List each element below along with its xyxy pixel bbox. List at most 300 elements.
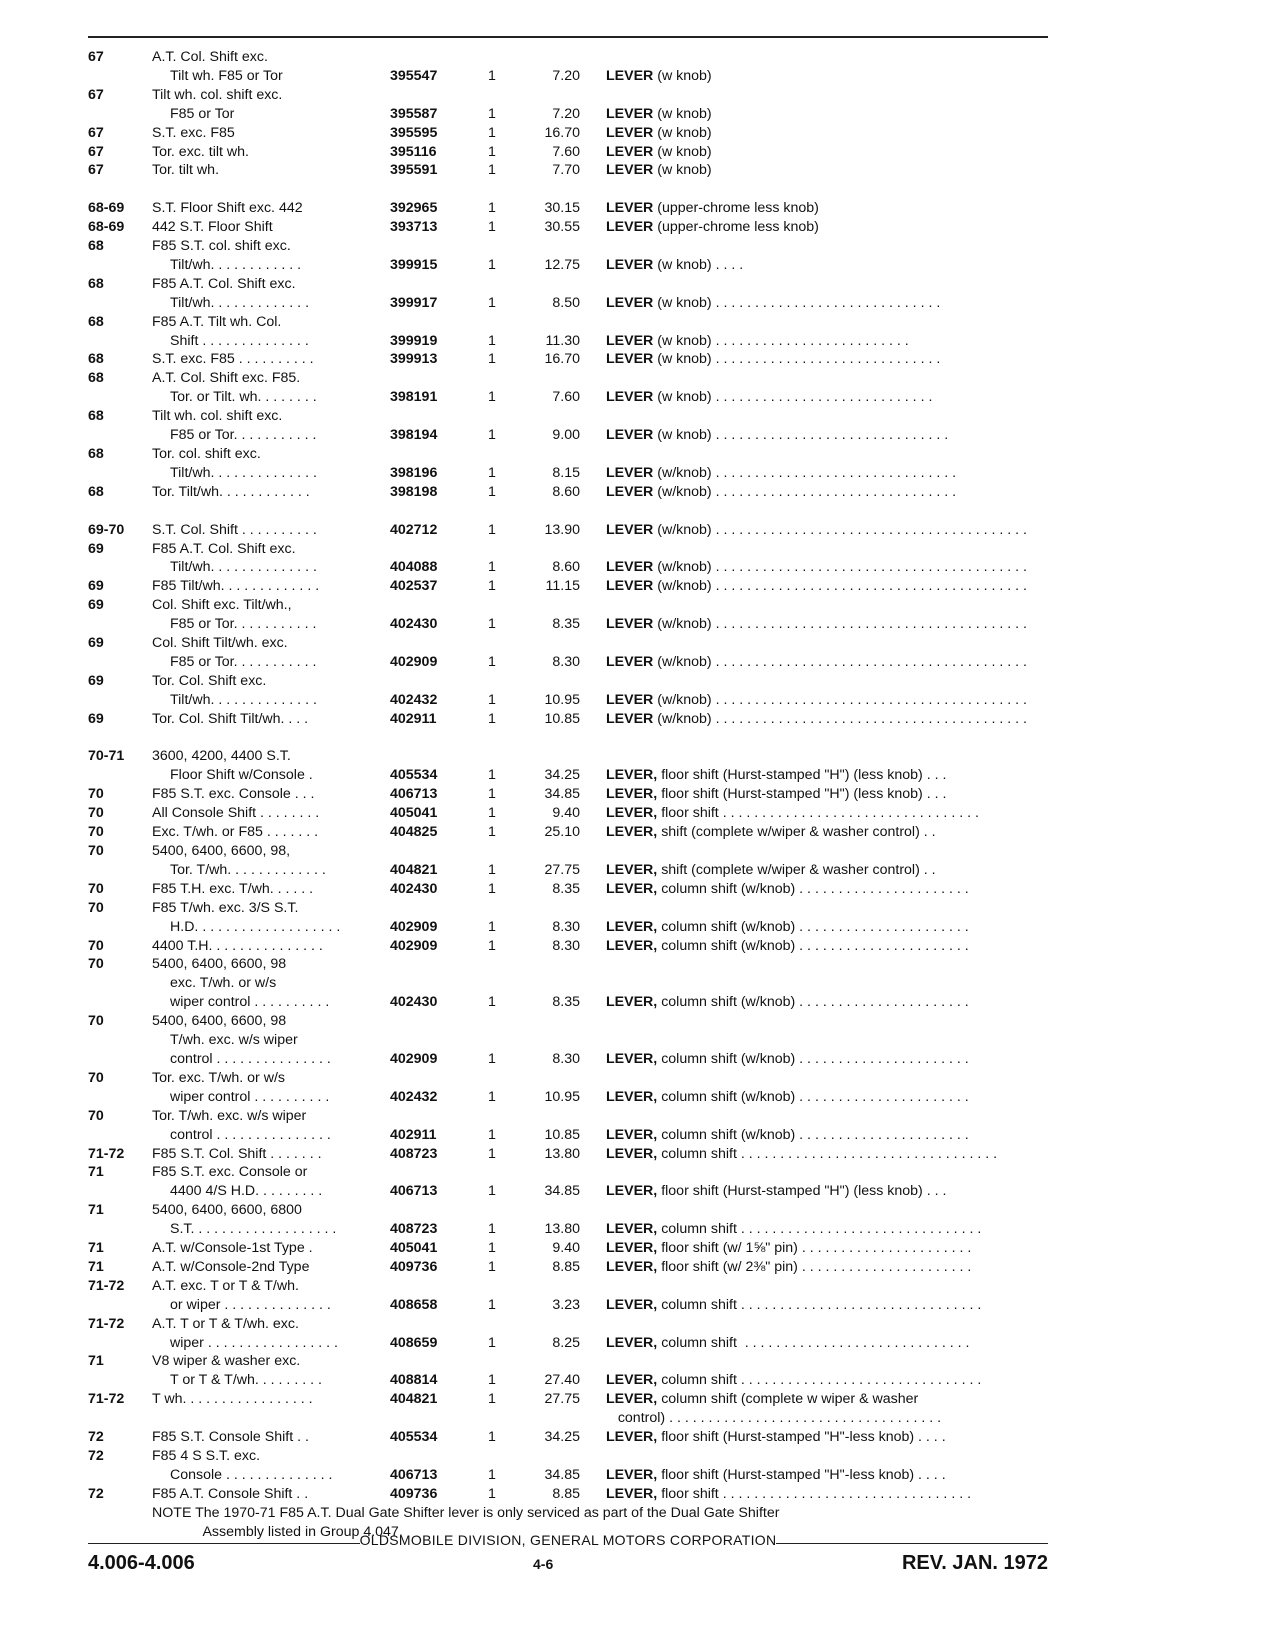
part-name [606,1390,1048,1409]
part-name [606,67,1048,86]
application-description: Tor. T/wh. exc. w/s wiper [152,1107,307,1124]
application-description: H.D. . . . . . . . . . . . . . . . . . . [170,918,341,935]
quantity: 1 [488,200,496,217]
quantity: 1 [488,710,496,727]
table-row [88,1258,1048,1277]
model-year: 70 [88,786,104,803]
part-number: 405534 [390,1429,438,1446]
part-keyword: LEVER, [606,767,658,784]
application-description: Tilt/wh. . . . . . . . . . . . . [170,294,310,311]
part-detail: floor shift (Hurst-stamped "H") (less knob) . . . [657,786,947,803]
quantity: 1 [488,1240,496,1257]
model-year: 68 [88,446,104,463]
price: 7.70 [552,162,580,179]
table-row [88,388,1048,407]
part-keyword: LEVER, [606,824,658,841]
part-number: 404821 [390,861,438,878]
part-name [606,918,1048,937]
page-number: 4-6 [533,1556,554,1572]
price: 9.40 [552,1240,580,1257]
table-row [88,1182,1048,1201]
application-description: Tilt wh. F85 or Tor [170,67,283,84]
application-description: F85 S.T. Console Shift . . [152,1429,309,1446]
model-year: 72 [88,1485,104,1502]
table-row [88,143,1048,162]
table-row [88,1315,1048,1334]
part-number: 402432 [390,691,438,708]
application-description: Tor. Tilt/wh. . . . . . . . . . . . [152,483,310,500]
part-number: 399919 [390,332,438,349]
part-keyword: LEVER [606,427,654,444]
part-name [606,521,1048,540]
price: 8.30 [552,918,580,935]
part-number: 398196 [390,464,438,481]
price: 3.23 [552,1296,580,1313]
quantity: 1 [488,67,496,84]
part-number: 402430 [390,616,438,633]
application-description: V8 wiper & washer exc. [152,1353,301,1370]
part-name [606,294,1048,313]
table-row [88,1069,1048,1088]
table-row [88,1352,1048,1371]
table-row [88,691,1048,710]
note-line: Assembly listed in Group 4.047. [152,1523,403,1540]
table-row [88,937,1048,956]
application-description: wiper control . . . . . . . . . . [170,994,330,1011]
part-name [606,332,1048,351]
part-number: 408723 [390,1145,438,1162]
quantity: 1 [488,219,496,236]
part-keyword: LEVER, [606,994,658,1011]
model-year: 70 [88,1107,104,1124]
part-keyword: LEVER, [606,1466,658,1483]
model-year: 70 [88,824,104,841]
price: 8.85 [552,1485,580,1502]
price: 13.80 [544,1145,580,1162]
price: 8.35 [552,994,580,1011]
part-name [606,483,1048,502]
top-rule [88,36,1048,38]
part-detail: column shift . . . . . . . . . . . . . . . . . . . . . . . . . . . . . . . [657,1372,982,1389]
table-row [88,823,1048,842]
page-code: 4.006-4.006 [88,1552,195,1574]
quantity: 1 [488,1372,496,1389]
model-year: 71 [88,1164,104,1181]
table-row [88,313,1048,332]
table-row [88,275,1048,294]
quantity: 1 [488,937,496,954]
model-year: 71 [88,1258,104,1275]
quantity: 1 [488,1429,496,1446]
model-year: 70-71 [88,748,125,765]
model-year: 68-69 [88,200,125,217]
part-detail: floor shift (Hurst-stamped "H"-less knob) . . . . [657,1466,946,1483]
part-keyword: LEVER [606,200,654,217]
part-keyword: LEVER [606,143,654,160]
part-number: 402909 [390,1050,438,1067]
table-row [88,105,1048,124]
application-description: F85 A.T. Col. Shift exc. [152,275,296,292]
quantity: 1 [488,861,496,878]
part-number: 399913 [390,351,438,368]
application-description: exc. T/wh. or w/s [170,975,277,992]
application-description: S.T. exc. F85 . . . . . . . . . . [152,351,314,368]
price: 8.60 [552,559,580,576]
table-row [88,842,1048,861]
part-number: 402909 [390,918,438,935]
part-keyword: LEVER [606,219,654,236]
part-name [606,577,1048,596]
table-row [88,161,1048,180]
table-row [88,899,1048,918]
part-name [606,388,1048,407]
footer-rule-left [88,1543,360,1544]
price: 11.30 [545,332,580,349]
part-name [606,880,1048,899]
application-description: control . . . . . . . . . . . . . . . [170,1126,331,1143]
quantity: 1 [488,653,496,670]
part-number: 402430 [390,880,438,897]
table-row [88,1201,1048,1220]
application-description: S.T. Col. Shift . . . . . . . . . . [152,521,317,538]
part-number: 402909 [390,937,438,954]
part-detail: (w knob) [653,162,712,179]
part-name [606,105,1048,124]
part-number: 405041 [390,1240,438,1257]
price: 12.75 [544,256,580,273]
application-description: Shift . . . . . . . . . . . . . . [170,332,309,349]
part-keyword: LEVER, [606,880,658,897]
quantity: 1 [488,105,496,122]
part-name [606,1088,1048,1107]
part-detail: (w/knob) . . . . . . . . . . . . . . . . . . . . . . . . . . . . . . . [653,483,957,500]
price: 27.75 [544,861,580,878]
part-keyword: LEVER, [606,1050,658,1067]
part-detail: (w knob) . . . . . . . . . . . . . . . . . . . . . . . . . . . . . [653,294,941,311]
part-name [606,218,1048,237]
part-number: 399915 [390,256,438,273]
part-number: 402537 [390,578,438,595]
application-description: All Console Shift . . . . . . . . [152,805,320,822]
price: 16.70 [544,124,580,141]
model-year: 70 [88,899,104,916]
part-keyword: LEVER, [606,1391,658,1408]
row-spacer [88,729,1048,748]
part-name [606,1050,1048,1069]
application-description: Tor. Col. Shift exc. [152,672,267,689]
application-description: or wiper . . . . . . . . . . . . . . [170,1296,331,1313]
application-description: F85 Tilt/wh. . . . . . . . . . . . . [152,578,320,595]
part-name [606,615,1048,634]
part-detail: (upper-chrome less knob) [653,200,819,217]
table-row [88,974,1048,993]
price: 8.30 [552,653,580,670]
part-name [606,1258,1048,1277]
table-row [88,332,1048,351]
price: 30.55 [544,219,580,236]
part-detail: (w knob) . . . . . . . . . . . . . . . . . . . . . . . . . . . . . . [653,427,949,444]
part-detail: (w knob) [653,143,712,160]
application-description: Tilt/wh. . . . . . . . . . . . [170,256,302,273]
model-year: 68-69 [88,219,125,236]
part-keyword: LEVER [606,521,654,538]
table-row [88,577,1048,596]
table-row [88,1050,1048,1069]
table-row [88,615,1048,634]
table-row [88,199,1048,218]
part-keyword: LEVER [606,124,654,141]
part-detail: (w/knob) . . . . . . . . . . . . . . . . . . . . . . . . . . . . . . . . . . . . . . . . [653,559,1027,576]
part-number: 395595 [390,124,438,141]
table-row [88,256,1048,275]
part-number: 408814 [390,1372,438,1389]
part-number: 398194 [390,427,438,444]
model-year: 72 [88,1448,104,1465]
table-row [88,426,1048,445]
quantity: 1 [488,918,496,935]
part-number: 395591 [390,162,438,179]
model-year: 69 [88,635,104,652]
application-description: Col. Shift Tilt/wh. exc. [152,635,288,652]
table-row [88,124,1048,143]
price: 27.40 [544,1372,580,1389]
table-row [88,955,1048,974]
table-row [88,653,1048,672]
application-description: T or T & T/wh. . . . . . . . . [170,1372,322,1389]
part-detail: shift (complete w/wiper & washer control) . . [657,824,936,841]
part-name [606,1145,1048,1164]
table-row [88,350,1048,369]
application-description: T/wh. exc. w/s wiper [170,1032,298,1049]
model-year: 69 [88,672,104,689]
part-detail: (w/knob) . . . . . . . . . . . . . . . . . . . . . . . . . . . . . . . . . . . . . . . . [653,653,1027,670]
parts-list [88,48,1048,1542]
part-keyword: LEVER [606,559,654,576]
part-keyword: LEVER, [606,861,658,878]
part-name [606,143,1048,162]
table-row [88,294,1048,313]
part-name [606,766,1048,785]
part-detail: column shift . . . . . . . . . . . . . . . . . . . . . . . . . . . . . . . [657,1296,982,1313]
quantity: 1 [488,559,496,576]
model-year: 71-72 [88,1315,125,1332]
model-year: 70 [88,956,104,973]
table-row [88,804,1048,823]
corporation-line [88,1532,1048,1548]
application-description: F85 or Tor. . . . . . . . . . . [170,616,317,633]
part-keyword: LEVER [606,464,654,481]
table-row [88,1145,1048,1164]
application-description: Tilt/wh. . . . . . . . . . . . . . [170,691,317,708]
price: 13.90 [544,521,580,538]
quantity: 1 [488,483,496,500]
price: 8.15 [552,464,580,481]
application-description: Tor. Col. Shift Tilt/wh. . . . [152,710,309,727]
quantity: 1 [488,1391,496,1408]
quantity: 1 [488,332,496,349]
model-year: 69 [88,597,104,614]
part-number: 402712 [390,521,438,538]
model-year: 68 [88,275,104,292]
quantity: 1 [488,616,496,633]
table-row [88,1466,1048,1485]
part-name [606,1239,1048,1258]
quantity: 1 [488,521,496,538]
model-year: 71-72 [88,1277,125,1294]
part-detail: (w/knob) . . . . . . . . . . . . . . . . . . . . . . . . . . . . . . . . . . . . . . . . [653,578,1027,595]
part-detail: (w knob) [653,105,712,122]
price: 7.60 [552,389,580,406]
application-description: F85 A.T. Console Shift . . [152,1485,309,1502]
part-number: 404088 [390,559,438,576]
part-keyword: LEVER, [606,1429,658,1446]
price: 8.35 [552,880,580,897]
part-number: 399917 [390,294,438,311]
part-keyword: LEVER, [606,937,658,954]
part-name [606,993,1048,1012]
part-name [606,804,1048,823]
part-detail: column shift (w/knob) . . . . . . . . . . . . . . . . . . . . . . [657,1088,969,1105]
application-description: 5400, 6400, 6600, 98 [152,956,287,973]
application-description: Tor. exc. T/wh. or w/s [152,1069,285,1086]
part-number: 392965 [390,200,438,217]
part-name [606,1126,1048,1145]
table-row [88,861,1048,880]
model-year: 69 [88,540,104,557]
part-keyword: LEVER, [606,1372,658,1389]
part-detail: floor shift . . . . . . . . . . . . . . . . . . . . . . . . . . . . . . . . [657,1485,972,1502]
application-description: A.T. exc. T or T & T/wh. [152,1277,299,1294]
part-detail: floor shift (w/ 2⅜" pin) . . . . . . . . . . . . . . . . . . . . . . [657,1258,972,1275]
application-description: F85 or Tor. . . . . . . . . . . [170,427,317,444]
part-name [606,937,1048,956]
part-keyword: LEVER [606,294,654,311]
part-keyword: LEVER, [606,1485,658,1502]
quantity: 1 [488,1145,496,1162]
part-name [606,464,1048,483]
price: 8.30 [552,1050,580,1067]
part-name [606,691,1048,710]
part-detail: (upper-chrome less knob) [653,219,819,236]
part-keyword: LEVER, [606,1183,658,1200]
table-row [88,445,1048,464]
application-description: A.T. T or T & T/wh. exc. [152,1315,299,1332]
table-row [88,1107,1048,1126]
part-number: 393713 [390,219,438,236]
price: 25.10 [544,824,580,841]
application-description: Tilt wh. col. shift exc. [152,408,283,425]
part-name [606,823,1048,842]
quantity: 1 [488,691,496,708]
part-keyword: LEVER, [606,1240,658,1257]
model-year: 71 [88,1353,104,1370]
quantity: 1 [488,880,496,897]
table-row [88,1371,1048,1390]
part-name [606,1409,1048,1428]
part-number: 405041 [390,805,438,822]
table-row [88,521,1048,540]
part-detail: column shift . . . . . . . . . . . . . . . . . . . . . . . . . . . . . . . . . [657,1145,998,1162]
part-number: 409736 [390,1258,438,1275]
application-description: Tilt/wh. . . . . . . . . . . . . . [170,464,317,481]
table-row [88,880,1048,899]
application-description: Exc. T/wh. or F85 . . . . . . . [152,824,319,841]
price: 9.00 [552,427,580,444]
revision-date: REV. JAN. 1972 [901,1552,1048,1574]
part-name [606,1334,1048,1353]
application-description: F85 A.T. Tilt wh. Col. [152,313,282,330]
model-year: 70 [88,880,104,897]
part-number: 405534 [390,767,438,784]
part-keyword: LEVER [606,389,654,406]
table-row [88,993,1048,1012]
part-detail: column shift (w/knob) . . . . . . . . . . . . . . . . . . . . . . [657,918,969,935]
part-detail: (w knob) . . . . [653,256,744,273]
part-keyword: LEVER, [606,786,658,803]
application-description: Tor. T/wh. . . . . . . . . . . . . [170,861,326,878]
application-description: 442 S.T. Floor Shift [152,219,273,236]
part-detail: (w/knob) . . . . . . . . . . . . . . . . . . . . . . . . . . . . . . . . . . . . . . . . [653,710,1027,727]
part-detail: column shift (w/knob) . . . . . . . . . . . . . . . . . . . . . . [657,880,969,897]
table-row [88,237,1048,256]
table-row [88,86,1048,105]
part-detail: floor shift (Hurst-stamped "H") (less knob) . . . [657,767,947,784]
model-year: 70 [88,1013,104,1030]
part-number: 402909 [390,653,438,670]
price: 34.25 [544,1429,580,1446]
model-year: 69-70 [88,521,125,538]
part-detail: column shift (w/knob) . . . . . . . . . . . . . . . . . . . . . . [657,994,969,1011]
application-description: Tilt wh. col. shift exc. [152,86,283,103]
model-year: 68 [88,238,104,255]
model-year: 70 [88,805,104,822]
part-keyword: LEVER [606,578,654,595]
quantity: 1 [488,767,496,784]
quantity: 1 [488,389,496,406]
quantity: 1 [488,1466,496,1483]
application-description: 5400, 6400, 6600, 98, [152,843,291,860]
application-description: F85 S.T. exc. Console . . . [152,786,315,803]
part-number: 395116 [390,143,437,160]
part-keyword: LEVER [606,332,654,349]
table-row [88,558,1048,577]
note-line: NOTE The 1970-71 F85 A.T. Dual Gate Shifter lever is only serviced as part of the Dual Gate Shifter [152,1504,780,1521]
part-keyword: LEVER, [606,918,658,935]
quantity: 1 [488,578,496,595]
part-keyword: LEVER [606,691,654,708]
model-year: 72 [88,1429,104,1446]
part-name [606,426,1048,445]
model-year: 67 [88,124,104,141]
application-description: 3600, 4200, 4400 S.T. [152,748,291,765]
application-description: T wh. . . . . . . . . . . . . . . . . [152,1391,313,1408]
table-row [88,1163,1048,1182]
part-number: 406713 [390,1466,438,1483]
application-description: Tor. or Tilt. wh. . . . . . . . [170,389,317,406]
quantity: 1 [488,256,496,273]
table-row [88,483,1048,502]
part-name [606,861,1048,880]
part-number: 402432 [390,1088,438,1105]
quantity: 1 [488,124,496,141]
application-description: A.T. w/Console-1st Type . [152,1240,313,1257]
model-year: 67 [88,143,104,160]
price: 34.85 [544,786,580,803]
table-row [88,1390,1048,1409]
quantity: 1 [488,162,496,179]
quantity: 1 [488,427,496,444]
quantity: 1 [488,1183,496,1200]
